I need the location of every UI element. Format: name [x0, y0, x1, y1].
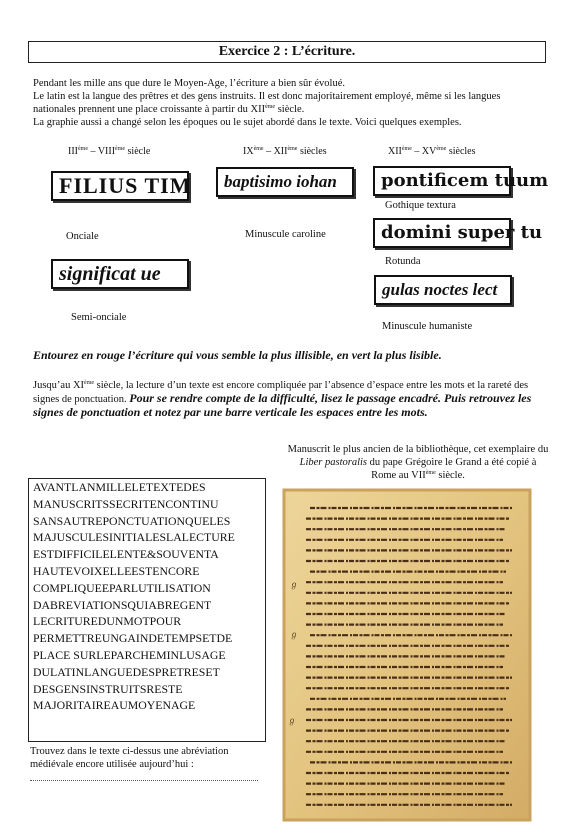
instruction-circle: Entourez en rouge l’écriture qui vous semble la plus illisible, en vert la plus lisible.	[33, 348, 442, 362]
margin-note-2: ℊ	[290, 630, 298, 639]
sample-onciale: FILIUS TIM	[51, 171, 189, 201]
punctuation-paragraph: Jusqu’au XIème siècle, la lecture d’un texte est encore compliquée par l’absence d’espace entre les mots et la rareté des signes de ponctuation. Pour se rendre compte de la difficulté, lisez le passage encadré. Puis retrouvez les signes de ponctuation et notez par une barre verticale les espaces entre les mots.	[33, 380, 532, 419]
intro-line-1: Pendant les mille ans que dure le Moyen-Age, l’écriture a bien sûr évolué.	[33, 78, 345, 89]
caption-onciale: Onciale	[66, 231, 99, 242]
sample-semi-onciale: significat ue	[51, 259, 189, 289]
period-label-2: IXème – XIIème siècles	[243, 146, 327, 157]
text-line: ESTDIFFICILELENTE&SOUVENTA	[33, 547, 219, 562]
sample-humaniste: gulas noctes lect	[374, 275, 512, 305]
text-line: SANSAUTREPONCTUATIONQUELES	[33, 513, 231, 528]
caption-semi-onciale: Semi-onciale	[71, 312, 127, 323]
manuscript-caption: Manuscrit le plus ancien de la bibliothèque, cet exemplaire du Liber pastoralis du pape Grégoire le Grand a été copié à Rome au VIIème siècle.	[287, 444, 549, 481]
margin-note-3: ℊ	[288, 716, 296, 725]
sample-textura: pontificem tuum	[373, 166, 511, 196]
period-label-3: XIIème – XVème siècles	[388, 146, 476, 157]
intro-line-3: La graphie aussi a changé selon les époques ou le sujet abordé dans le texte. Voici quelques exemples.	[33, 117, 462, 128]
caption-rotunda: Rotunda	[385, 256, 421, 267]
answer-line[interactable]	[30, 772, 258, 781]
sample-rotunda: domini super tu	[373, 218, 511, 248]
instruction-read-passage: Pour se rendre compte de la difficulté, lisez le passage encadré. Puis retrouvez les signes de ponctuation et notez par une barre verticale les espaces entre les mots.	[33, 391, 532, 419]
caption-caroline: Minuscule caroline	[245, 229, 326, 240]
text-line: PLACE SURLEPARCHEMINLUSAGE	[33, 647, 226, 662]
question-abbreviation: Trouvez dans le texte ci-dessus une abréviation médiévale encore utilisée aujourd’hui :	[30, 746, 229, 770]
text-line: COMPLIQUEEPARLUTILISATION	[33, 580, 211, 595]
text-line: MAJUSCULESINITIALESLALECTURE	[33, 530, 235, 545]
period-label-1: IIIème – VIIIème siècle	[68, 146, 151, 157]
margin-note-1: ℊ	[290, 580, 298, 589]
text-line: MAJORITAIREAUMOYENAGE	[33, 698, 196, 713]
caption-humaniste: Minuscule humaniste	[382, 321, 473, 332]
text-line: DULATINLANGUEDESPRETRESET	[33, 664, 220, 679]
sample-caroline: baptisimo iohan	[216, 167, 354, 197]
text-line: DABREVIATIONSQUIABREGENT	[33, 597, 212, 612]
manuscript-image	[284, 490, 530, 820]
caption-textura: Gothique textura	[385, 200, 456, 211]
page-title: Exercice 2 : L’écriture.	[28, 41, 546, 63]
continuous-text-box	[28, 478, 266, 742]
text-line: LECRITUREDUNMOTPOUR	[33, 614, 182, 629]
text-line: MANUSCRITSSECRITENCONTINU	[33, 496, 219, 511]
text-line: PERMETTREUNGAINDETEMPSETDE	[33, 631, 233, 646]
text-line: DESGENSINSTRUITSRESTE	[33, 681, 183, 696]
text-line: HAUTEVOIXELLEESTENCORE	[33, 563, 200, 578]
intro-paragraph	[33, 77, 545, 129]
text-line: AVANTLANMILLELETEXTEDES	[33, 480, 206, 494]
intro-line-2: Le latin est la langue des prêtres et des gens instruits. Il est donc majoritairement employé, même si les langues nationales prennent une place croissante à partir du XIIème siècle.	[33, 91, 501, 115]
